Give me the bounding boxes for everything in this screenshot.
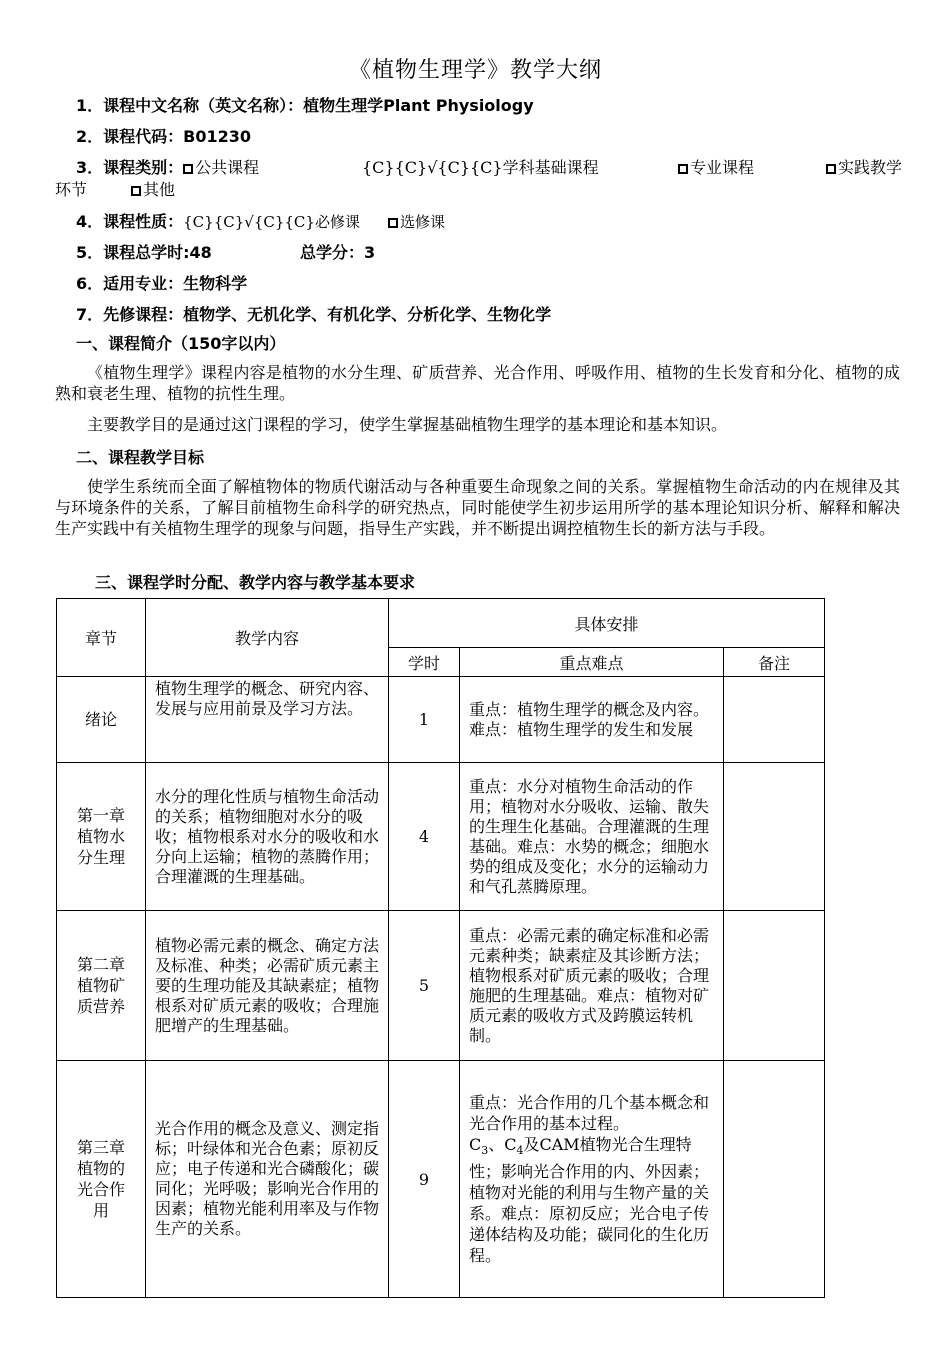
info-total-hours: 5．课程总学时:48	[76, 243, 212, 262]
section-intro-paragraph-2: 主要教学目的是通过这门课程的学习，使学生掌握基础植物生理学的基本理论和基本知识。	[87, 415, 728, 434]
row-hours: 5	[389, 911, 460, 1061]
section-goals-heading: 二、课程教学目标	[76, 448, 205, 467]
header-chapter: 章节	[57, 599, 146, 677]
header-notes: 备注	[724, 648, 825, 677]
info-course-category	[76, 155, 259, 178]
section-intro-heading: 一、课程简介（150字以内）	[76, 334, 286, 353]
row-content: 光合作用的概念及意义、测定指标；叶绿体和光合色素；原初反应；电子传递和光合磷酸化；碳同化；光呼吸；影响光合作用的因素；植物光能利用率及与作物生产的关系。	[146, 1061, 389, 1298]
header-hours: 学时	[389, 648, 460, 677]
table-header-row	[57, 599, 825, 648]
row-keypoints: 重点：植物生理学的概念及内容。难点：植物生理学的发生和发展	[460, 677, 724, 763]
checkbox-icon	[678, 164, 688, 174]
row-notes	[724, 763, 825, 911]
row-keypoints: 重点：必需元素的确定标准和必需元素种类；缺素症及其诊断方法；植物根系对矿质元素的吸收；合理施肥的生理基础。难点：植物对矿质元素的吸收方式及跨膜运转机制。	[460, 911, 724, 1061]
category-option-practice: 实践教学	[826, 155, 951, 178]
info-major: 6．适用专业：生物科学	[76, 274, 248, 293]
row-chapter: 第二章植物矿质营养	[57, 911, 146, 1061]
nature-option-elective: 选修课	[399, 213, 445, 231]
info-prerequisites: 7．先修课程：植物学、无机化学、有机化学、分析化学、生物化学	[76, 305, 552, 324]
row-content: 植物必需元素的概念、确定方法及标准、种类；必需矿质元素主要的生理功能及其缺素症；植物根系对矿质元素的吸收；合理施肥增产的生理基础。	[146, 911, 389, 1061]
course-plan-table	[56, 598, 825, 1298]
checkbox-icon	[388, 218, 398, 228]
row-content: 植物生理学的概念、研究内容、发展与应用前景及学习方法。	[146, 677, 389, 763]
row-chapter: 第三章植物的光合作用	[57, 1061, 146, 1298]
row-notes	[724, 1061, 825, 1298]
row-notes	[724, 911, 825, 1061]
category-label: 3．课程类别：	[76, 158, 184, 177]
info-course-name: 1．课程中文名称（英文名称）：植物生理学Plant Physiology	[76, 96, 534, 115]
table-row	[57, 1061, 825, 1298]
category-option-major: 专业课程	[678, 155, 754, 178]
document-title: 《植物生理学》教学大纲	[348, 58, 602, 83]
row-hours: 9	[389, 1061, 460, 1298]
checkbox-icon	[131, 186, 141, 196]
section-table-heading: 三、课程学时分配、教学内容与教学基本要求	[95, 573, 416, 592]
header-content: 教学内容	[146, 599, 389, 677]
category-option-other: 其他	[143, 180, 176, 199]
nature-label: 4．课程性质：	[76, 212, 184, 231]
section-intro-paragraph-1: 《植物生理学》课程内容是植物的水分生理、矿质营养、光合作用、呼吸作用、植物的生长发育和分化、植物的成熟和衰老生理、植物的抗性生理。	[55, 363, 900, 403]
row-hours: 4	[389, 763, 460, 911]
checkbox-icon	[826, 164, 836, 174]
row-notes	[724, 677, 825, 763]
row-hours: 1	[389, 677, 460, 763]
category-option-basic: {C}{C}√{C}{C}学科基础课程	[362, 158, 599, 177]
row-content: 水分的理化性质与植物生命活动的关系；植物细胞对水分的吸收；植物根系对水分的吸收和水分向上运输；植物的蒸腾作用；合理灌溉的生理基础。	[146, 763, 389, 911]
row-keypoints: 重点：水分对植物生命活动的作用；植物对水分吸收、运输、散失的生理生化基础。合理灌溉的生理基础。难点：水势的概念；细胞水势的组成及变化；水分的运输动力和气孔蒸腾原理。	[460, 763, 724, 911]
info-course-nature	[76, 209, 445, 232]
header-arrangement: 具体安排	[389, 599, 825, 648]
row-chapter: 绪论	[57, 677, 146, 763]
table-row	[57, 677, 825, 763]
checkbox-icon	[183, 164, 193, 174]
info-total-credits: 总学分：3	[300, 243, 376, 262]
row-chapter: 第一章植物水分生理	[57, 763, 146, 911]
info-course-code: 2．课程代码：B01230	[76, 127, 251, 146]
row-keypoints: 重点：光合作用的几个基本概念和光合作用的基本过程。 $C_3$、$C_4$及CAM植物光合生理特性；影响光合作用的内、外因素；植物对光能的利用与生物产量的关系。难点：原初反应；光合电子传递体结构及功能；碳同化的生化历程。	[460, 1061, 724, 1298]
table-row	[57, 911, 825, 1061]
table-row	[57, 763, 825, 911]
header-keypoints: 重点难点	[460, 648, 724, 677]
category-option-public: 公共课程	[195, 158, 260, 177]
section-goals-paragraph: 使学生系统而全面了解植物体的物质代谢活动与各种重要生命现象之间的关系。掌握植物生命活动的内在规律及其与环境条件的关系，了解目前植物生命科学的研究热点，同时能使学生初步运用所学的基本理论知识分析、解释和解决生产实践中有关植物生理学的现象与问题，指导生产实践，并不断提出调控植物生长的新方法与手段。	[55, 477, 900, 538]
nature-option-required: {C}{C}√{C}{C}必修课	[183, 213, 360, 231]
category-continuation: 环节 其他	[55, 180, 176, 199]
